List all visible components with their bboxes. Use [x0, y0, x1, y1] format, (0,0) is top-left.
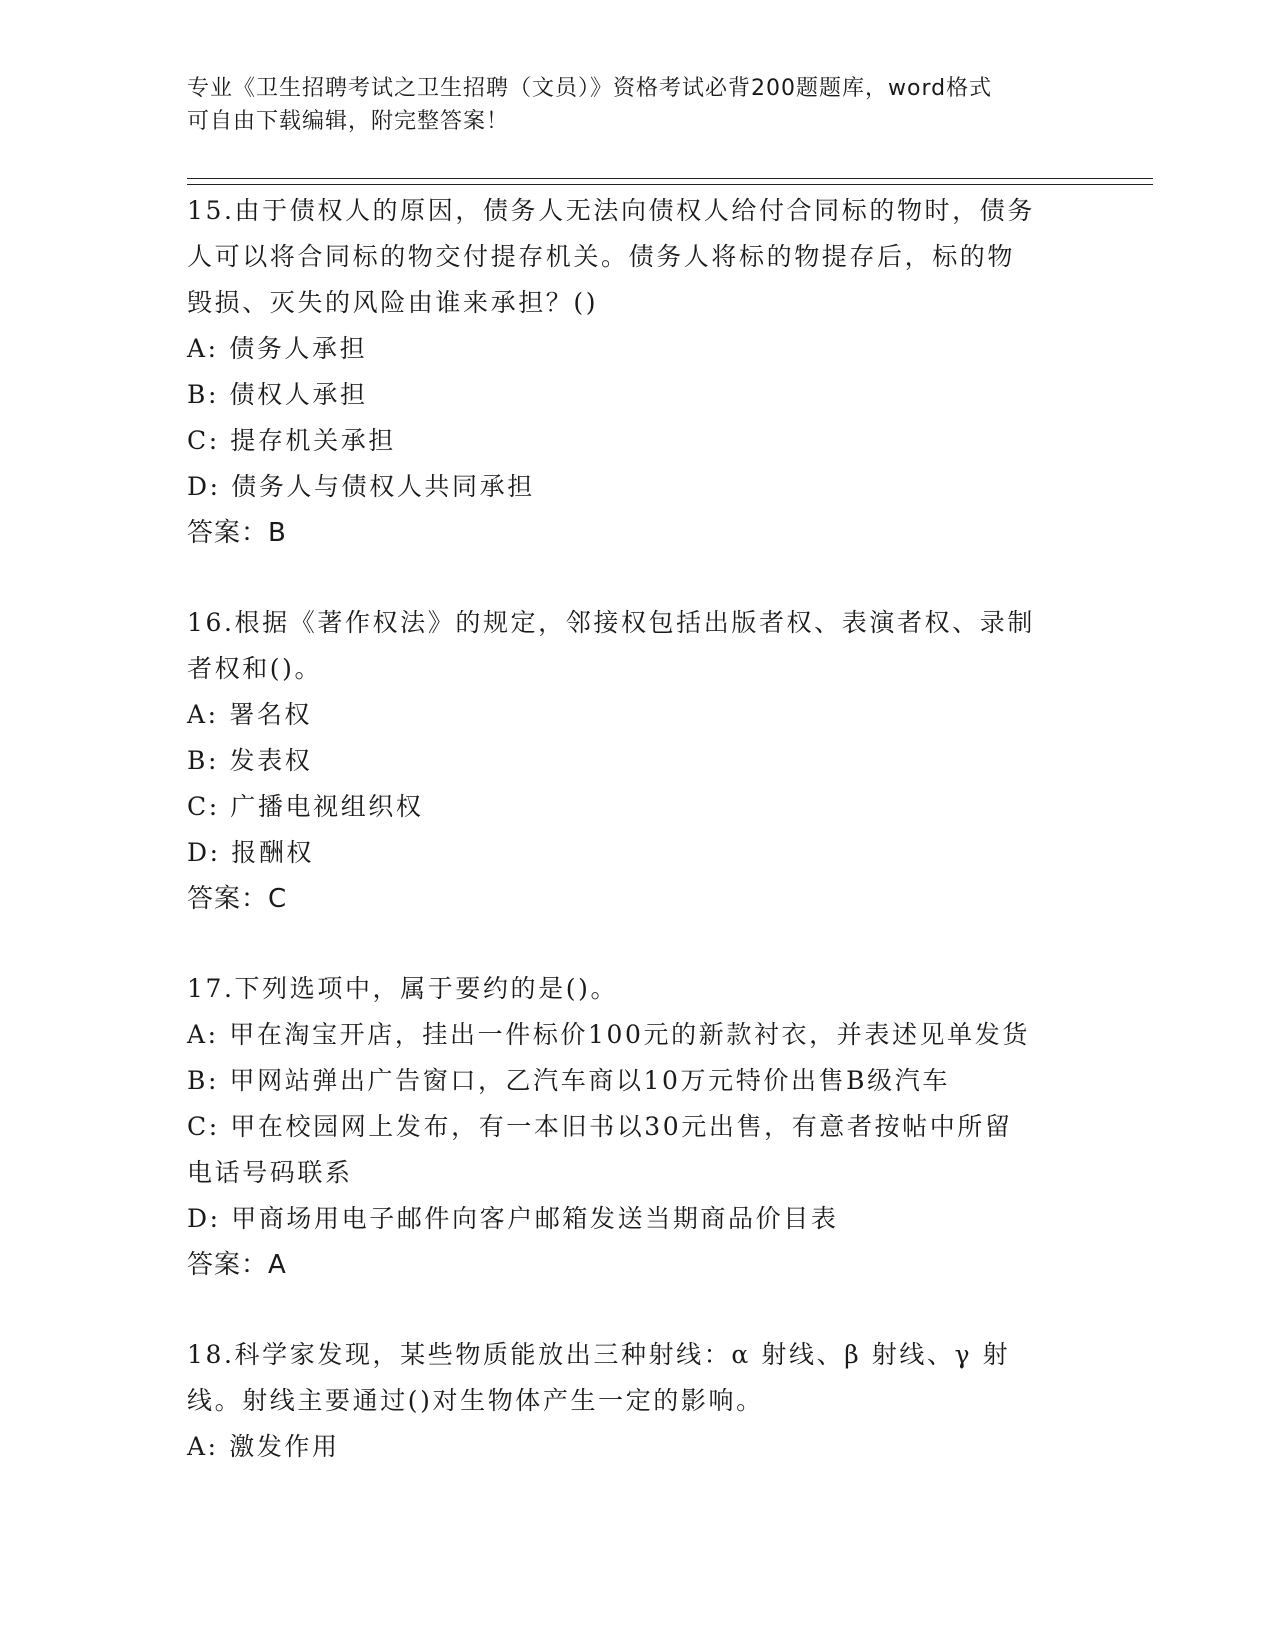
- question-15-stem-line-1: 15.由于债权人的原因，债务人无法向债权人给付合同标的物时，债务: [187, 196, 1035, 225]
- question-17: [187, 966, 1087, 1288]
- question-18-stem-line-1: 18.科学家发现，某些物质能放出三种射线：α 射线、β 射线、γ 射: [187, 1340, 1011, 1369]
- question-16-option-b: B: 发表权: [187, 746, 313, 775]
- question-spacer: [187, 556, 1087, 600]
- question-15: [187, 188, 1087, 556]
- question-17-option-c-continued: 电话号码联系: [187, 1158, 353, 1187]
- question-17-answer: 答案：A: [187, 1250, 287, 1280]
- question-17-stem-line-1: 17.下列选项中，属于要约的是()。: [187, 974, 619, 1003]
- question-17-option-a: A: 甲在淘宝开店，挂出一件标价100元的新款衬衣，并表述见单发货: [187, 1020, 1030, 1049]
- question-15-answer: 答案：B: [187, 518, 287, 548]
- question-16-option-d: D: 报酬权: [187, 838, 315, 867]
- question-18-stem-line-2: 线。射线主要通过()对生物体产生一定的影响。: [187, 1386, 764, 1415]
- question-16-option-c: C: 广播电视组织权: [187, 792, 424, 821]
- question-15-option-b: B: 债权人承担: [187, 380, 368, 409]
- document-header: [187, 72, 1087, 138]
- question-spacer: [187, 1288, 1087, 1332]
- header-title-line-1: 专业《卫生招聘考试之卫生招聘（文员）》资格考试必背200题题库，word格式: [187, 76, 993, 101]
- question-18-option-a: A: 激发作用: [187, 1432, 340, 1461]
- question-16-option-a: A: 署名权: [187, 700, 313, 729]
- question-15-stem-line-3: 毁损、灭失的风险由谁来承担？(): [187, 288, 599, 317]
- question-16-stem-line-1: 16.根据《著作权法》的规定，邻接权包括出版者权、表演者权、录制: [187, 608, 1035, 637]
- question-spacer: [187, 922, 1087, 966]
- question-17-option-b: B: 甲网站弹出广告窗口，乙汽车商以10万元特价出售B级汽车: [187, 1066, 950, 1095]
- question-16-stem-line-2: 者权和()。: [187, 654, 323, 683]
- header-divider-top: [187, 178, 1153, 179]
- question-15-stem-line-2: 人可以将合同标的物交付提存机关。债务人将标的物提存后，标的物: [187, 242, 1016, 271]
- question-15-option-d: D: 债务人与债权人共同承担: [187, 472, 535, 501]
- question-17-option-d: D: 甲商场用电子邮件向客户邮箱发送当期商品价目表: [187, 1204, 839, 1233]
- question-16-answer: 答案：C: [187, 884, 288, 914]
- question-16: [187, 600, 1087, 922]
- header-divider-bottom: [187, 184, 1153, 185]
- question-17-option-c: C: 甲在校园网上发布，有一本旧书以30元出售，有意者按帖中所留: [187, 1112, 1013, 1141]
- question-list: [187, 188, 1087, 1470]
- question-18: [187, 1332, 1087, 1470]
- question-15-option-c: C: 提存机关承担: [187, 426, 396, 455]
- header-title-line-2: 可自由下载编辑，附完整答案！: [187, 109, 510, 134]
- question-15-option-a: A: 债务人承担: [187, 334, 368, 363]
